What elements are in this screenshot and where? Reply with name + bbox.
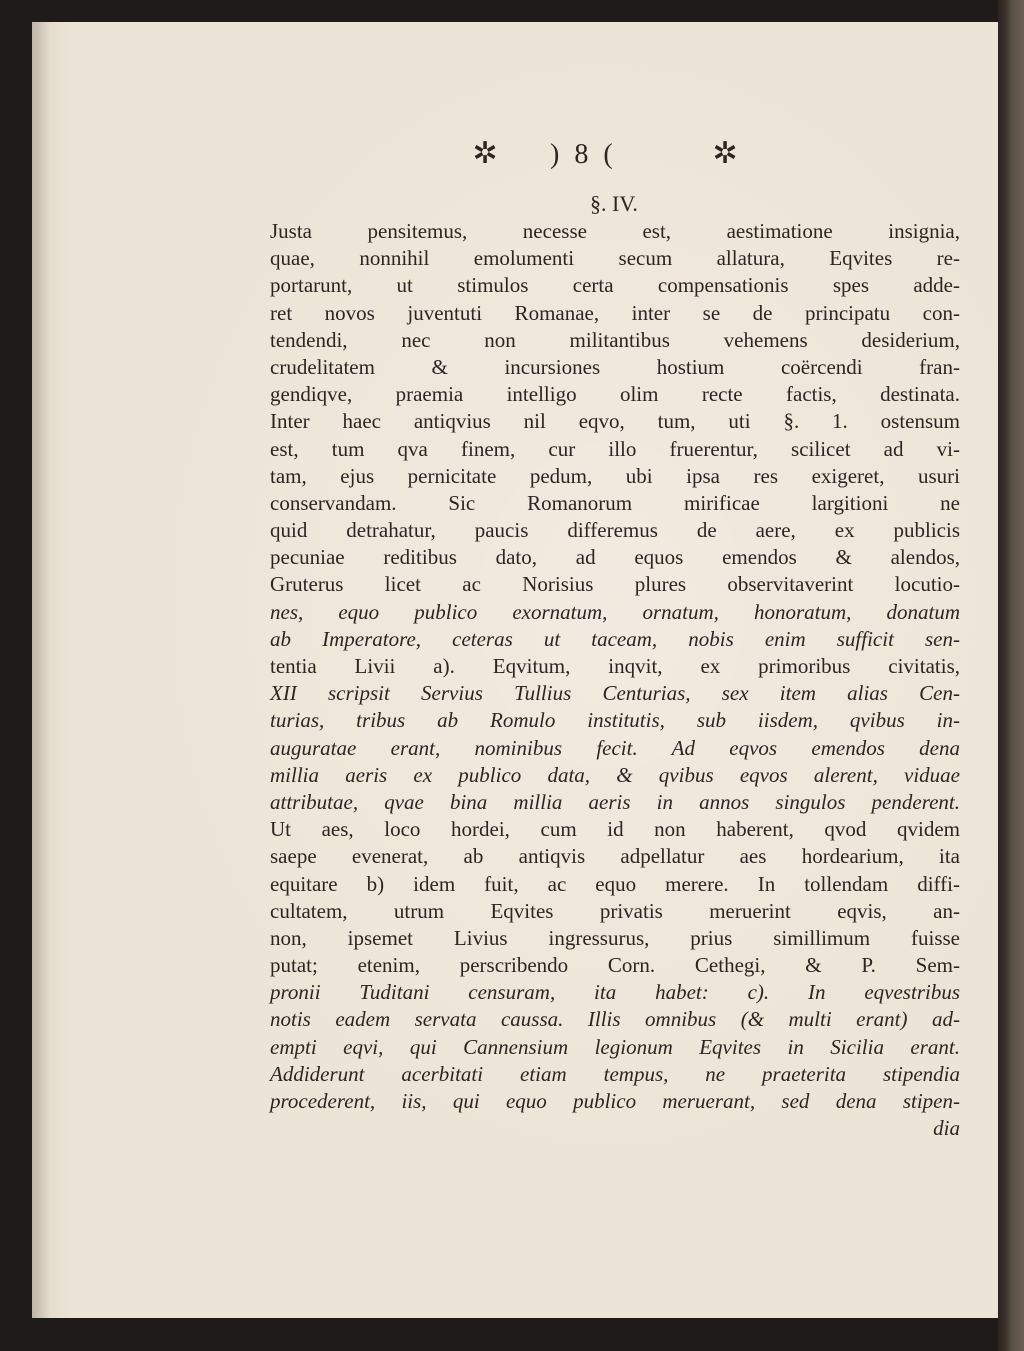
text-line: quae, nonnihil emolumenti secum allatura, Eqvites re- <box>270 246 960 271</box>
right-ornament-icon: ✲ <box>712 136 738 171</box>
text-line: Gruterus licet ac Norisius plures observitaverint locutio- <box>270 572 960 597</box>
text-line: empti eqvi, qui Cannensium legionum Eqvites in Sicilia erant. <box>270 1034 960 1059</box>
text-line: ret novos juventuti Romanae, inter se de principatu con- <box>270 300 960 325</box>
text-line: Justa pensitemus, necesse est, aestimatione insignia, <box>270 219 960 243</box>
text-line: turias, tribus ab Romulo institutis, sub iisdem, qvibus in- <box>270 708 960 733</box>
text-line: non, ipsemet Livius ingressurus, prius simillimum fuisse <box>270 925 960 950</box>
text-line: portarunt, ut stimulos certa compensationis spes adde- <box>270 273 960 298</box>
text-line: conservandam. Sic Romanorum mirificae largitioni ne <box>270 490 960 515</box>
text-line: pronii Tuditani censuram, ita habet: c). In eqvestribus <box>270 980 960 1005</box>
text-line: quid detrahatur, paucis differemus de aere, ex publicis <box>270 518 960 543</box>
text-line: crudelitatem & incursiones hostium coërcendi fran- <box>270 354 960 379</box>
text-line: pecuniae reditibus dato, ad equos emendos & alendos, <box>270 545 960 570</box>
text-line: equitare b) idem fuit, ac equo merere. In tollendam diffi- <box>270 871 960 896</box>
text-line: tendendi, nec non militantibus vehemens desiderium, <box>270 327 960 352</box>
page-edge-shadow <box>998 0 1024 1351</box>
running-header <box>470 135 750 179</box>
page-gutter-shadow <box>32 22 50 1318</box>
text-line: Inter haec antiqvius nil eqvo, tum, uti §. 1. ostensum <box>270 409 960 434</box>
text-line: Ut aes, loco hordei, cum id non haberent, qvod qvidem <box>270 817 960 842</box>
text-line: saepe evenerat, ab antiqvis adpellatur aes hordearium, ita <box>270 844 960 869</box>
text-line: cultatem, utrum Eqvites privatis meruerint eqvis, an- <box>270 898 960 923</box>
text-line: attributae, qvae bina millia aeris in annos singulos penderent. <box>270 789 960 814</box>
text-line: dia <box>933 1116 960 1141</box>
text-line: tam, ejus pernicitate pedum, ubi ipsa res exigeret, usuri <box>270 463 960 488</box>
text-line: nes, equo publico exornatum, ornatum, honoratum, donatum <box>270 599 960 624</box>
text-line: ab Imperatore, ceteras ut taceam, nobis enim sufficit sen- <box>270 626 960 651</box>
text-line: est, tum qva finem, cur illo fruerentur, scilicet ad vi- <box>270 436 960 461</box>
text-line: putat; etenim, perscribendo Corn. Cethegi, & P. Sem- <box>270 953 960 978</box>
text-line: Addiderunt acerbitati etiam tempus, ne praeterita stipendia <box>270 1061 960 1086</box>
left-ornament-icon: ✲ <box>472 136 498 171</box>
text-line: gendiqve, praemia intelligo olim recte factis, destinata. <box>270 382 960 407</box>
text-line: XII scripsit Servius Tullius Centurias, sex item alias Cen- <box>270 681 960 706</box>
text-line: notis eadem servata caussa. Illis omnibus (& multi erant) ad- <box>270 1007 960 1032</box>
body-text <box>270 218 960 1142</box>
page-number: ) 8 ( <box>550 139 617 170</box>
text-line: tentia Livii a). Eqvitum, inqvit, ex primoribus civitatis, <box>270 654 960 678</box>
text-line: auguratae erant, nominibus fecit. Ad eqvos emendos dena <box>270 735 960 760</box>
text-line: millia aeris ex publico data, & qvibus eqvos alerent, viduae <box>270 762 960 787</box>
section-heading: §. IV. <box>590 191 638 216</box>
text-line: procederent, iis, qui equo publico meruerant, sed dena stipen- <box>270 1089 960 1113</box>
